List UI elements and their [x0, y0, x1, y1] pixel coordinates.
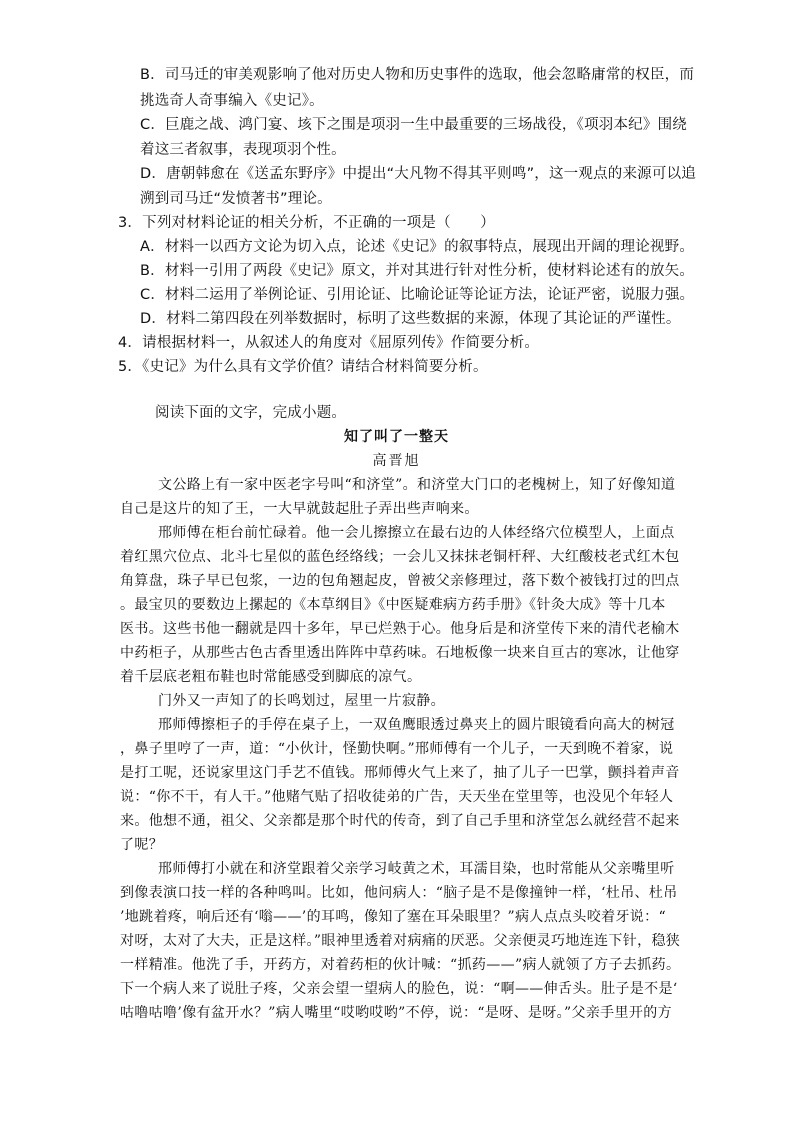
question-3-option-c: C．材料二运用了举例论证、引用论证、比喻论证等论证方法，论证严密，说服力强。: [140, 287, 695, 303]
option-d-line-2: 溯到司马迁“发愤著书”理论。: [140, 191, 332, 207]
story-line-19: ’地跳着疼，响后还有‘嗡——’的耳鸣，像知了塞在耳朵眼里？”病人点点头咬着牙说：“: [120, 909, 667, 925]
option-d-line-1: D．唐朝韩愈在《送孟东野序》中提出“大凡物不得其平则鸣”，这一观点的来源可以追: [140, 166, 696, 182]
story-line-16: 了呢？: [120, 837, 164, 853]
story-line-8: 中药柜子，从那些古色古香里透出阵阵中草药味。石地板像一块来自亘古的寒冰，让他穿: [120, 645, 680, 661]
story-line-22: 下一个病人来了说肚子疼，父亲会望一望病人的脸色，说：“啊——伸舌头。肚子是不是‘: [120, 981, 678, 997]
option-b-line-2: 挑选奇人奇事编入《史记》。: [140, 93, 324, 109]
question-3-option-a: A．材料一以西方文论为切入点，论述《史记》的叙事特点，展现出开阔的理论视野。: [140, 239, 695, 255]
story-title: 知了叫了一整天: [344, 429, 449, 445]
story-line-10: 门外又一声知了的长鸣划过，屋里一片寂静。: [158, 693, 445, 709]
story-line-23: 咕噜咕噜’像有盆开水？”病人嘴里“哎哟哎哟”不停，说：“是呀、是呀。”父亲手里开的方: [120, 1005, 672, 1021]
option-c-line-2: 着这三者叙事，表现项羽个性。: [140, 142, 346, 158]
question-4: 4．请根据材料一，从叙述人的角度对《屈原列传》作简要分析。: [118, 335, 540, 351]
story-line-12: ，鼻子里哼了一声，道：“小伙计，怪勤快啊。”邢师傅有一个儿子，一天到晚不着家，说: [120, 741, 674, 757]
story-line-17: 邢师傅打小就在和济堂跟着父亲学习岐黄之术，耳濡目染，也时常能从父亲嘴里听: [158, 861, 675, 877]
story-line-7: 医书。这些书他一翻就是四十多年，早已烂熟于心。他身后是和济堂传下来的清代老榆木: [120, 621, 680, 637]
question-5: 5．《史记》为什么具有文学价值？请结合材料简要分析。: [118, 359, 488, 375]
question-3-option-b: B．材料一引用了两段《史记》原文，并对其进行针对性分析，使材料论述有的放矢。: [140, 263, 695, 279]
reading-instruction: 阅读下面的文字，完成小题。: [155, 405, 347, 421]
story-line-14: 说：“你不干，有人干。”他赌气贴了招收徒弟的广告，天天坐在堂里等，也没见个年轻人: [120, 789, 674, 805]
story-line-13: 是打工呢，还说家里这门手艺不值钱。邢师傅火气上来了，抽了儿子一巴掌，颤抖着声音: [120, 765, 680, 781]
option-c-line-1: C．巨鹿之战、鸿门宴、垓下之围是项羽一生中最重要的三场战役，《项羽本纪》围绕: [140, 117, 687, 133]
story-line-1: 文公路上有一家中医老字号叫“和济堂”。和济堂大门口的老槐树上，知了好像知道: [158, 477, 676, 493]
story-line-3: 邢师傅在柜台前忙碌着。他一会儿擦擦立在最右边的人体经络穴位模型人，上面点: [158, 525, 675, 541]
story-line-6: 。最宝贝的要数边上摞起的《本草纲目》《中医疑难病方药手册》《针灸大成》等十几本: [120, 597, 666, 613]
question-3-option-d: D．材料二第四段在列举数据时，标明了这些数据的来源，体现了其论证的严谨性。: [140, 311, 681, 327]
story-line-20: 对呀，太对了大夫，正是这样。”眼神里透着对病痛的厌恶。父亲便灵巧地连连下针，稳狭: [120, 933, 680, 949]
story-line-18: 到像表演口技一样的各种鸣叫。比如，他问病人：“脑子是不是像撞钟一样，‘杜吊、杜吊: [120, 885, 678, 901]
story-line-2: 自己是这片的知了王，一大早就鼓起肚子弄出些声响来。: [120, 501, 479, 517]
story-line-9: 着千层底老粗布鞋也时常能感受到脚底的凉气。: [120, 669, 422, 685]
story-line-15: 来。他想不通，祖父、父亲都是那个时代的传奇，到了自己手里和济堂怎么就经营不起来: [120, 813, 680, 829]
story-line-5: 角算盘，珠子早已包浆，一边的包角翘起皮，曾被父亲修理过，落下数个被钱打过的凹点: [120, 573, 680, 589]
question-3-stem: 3．下列对材料论证的相关分析，不正确的一项是（ ）: [118, 215, 495, 231]
story-line-11: 邢师傅擦柜子的手停在桌子上，一双鱼鹰眼透过鼻夹上的圆片眼镜看向高大的树冠: [158, 717, 675, 733]
story-line-21: 一样精准。他洗了手，开药方，对着药柜的伙计喊：“抓药——”病人就领了方子去抓药。: [120, 957, 680, 973]
story-line-4: 着红黑穴位点、北斗七星似的蓝色经络线；一会儿又抹抹老铜杆秤、大红酸枝老式红木包: [120, 549, 680, 565]
story-author: 高晋旭: [372, 453, 421, 469]
option-b-line-1: B．司马迁的审美观影响了他对历史人物和历史事件的选取，他会忽略庸常的权臣，而: [140, 67, 695, 83]
